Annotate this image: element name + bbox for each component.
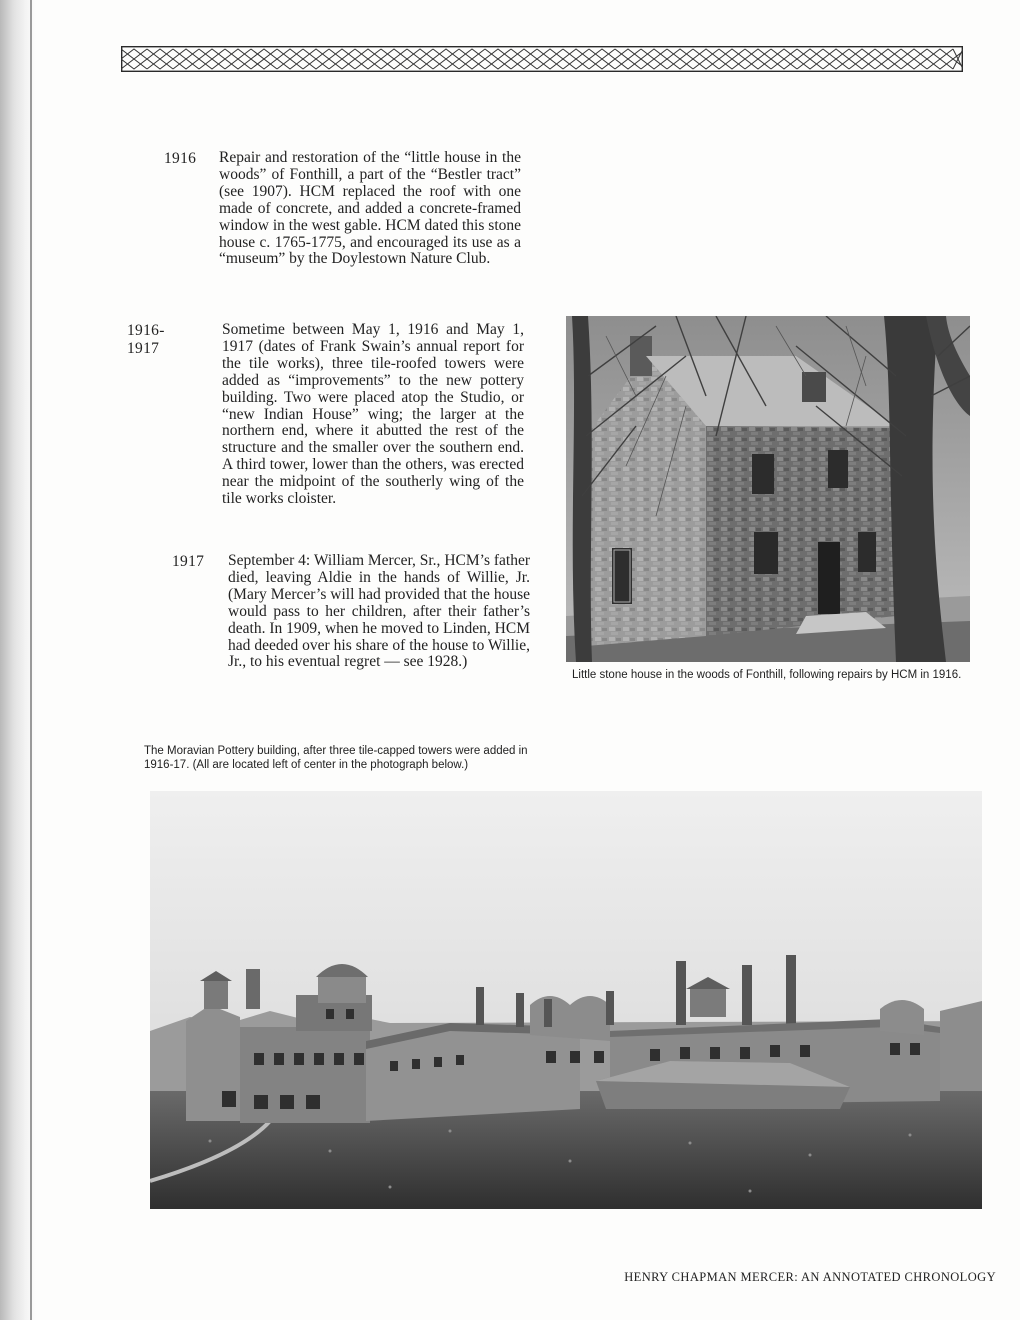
entry-year: 1916 [164,150,197,167]
entry-text: September 4: William Mercer, Sr., HCM’s father died, leaving Aldie in the hands of Willie, Jr. (Mary Mercer’s will had provided that the house would pass to her children, after their father’s death. In 1909, when he moved to Linden, HCM had deeded over his share of the house to Willie, Jr., to his eventual regret — see 1928.) [228,552,530,671]
page-binding-line [30,0,32,1320]
entry-year: 1916-1917 [127,322,165,357]
pottery-caption: The Moravian Pottery building, after three tile-capped towers were added in 1916-17. (All are located left of center in the photograph below.) [144,745,528,771]
decorative-border [121,46,963,72]
pottery-photo [150,791,982,1209]
stone-house-photo [566,316,970,662]
running-footer: HENRY CHAPMAN MERCER: AN ANNOTATED CHRONOLOGY [624,1270,996,1284]
entry-text: Repair and restoration of the “little house in the woods” of Fonthill, a part of the “Bestler tract” (see 1907). HCM replaced the roof with one made of concrete, and added a concrete-framed window in the west gable. HCM dated this stone house c. 1765-1775, and encouraged its use as a “museum” by the Doylestown Nature Club. [219,149,521,268]
entry-text: Sometime between May 1, 1916 and May 1, 1917 (dates of Frank Swain’s annual report for the tile works), three tile-roofed towers were added as “improvements” to the new pottery building. Two were placed atop the Studio, or “new Indian House” wing; the larger at the northern end, where it abutted the rest of the structure and the smaller over the southern end. A third tower, lower than the others, was erected near the midpoint of the southerly wing of the tile works cloister. [222,321,524,508]
entry-year: 1917 [172,553,205,570]
stone-house-caption: Little stone house in the woods of Fonthill, following repairs by HCM in 1916. [572,669,962,681]
